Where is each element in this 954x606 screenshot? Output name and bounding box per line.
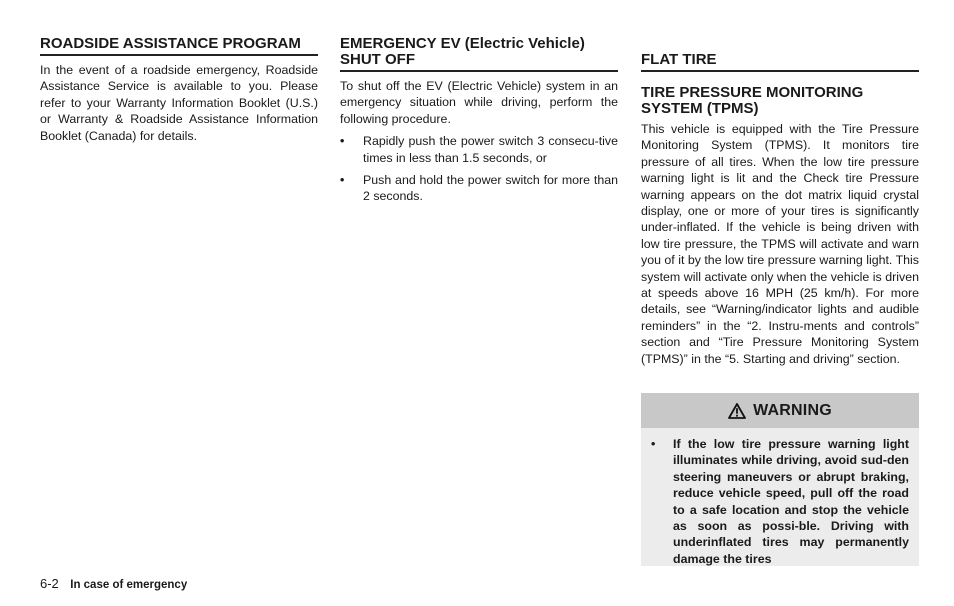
warning-text: If the low tire pressure warning light illuminates while driving, avoid sud-den steering maneuvers or abrupt braking, reduce vehicle speed, pull off the road to a safe location and stop the vehicle as soon as possi-ble. Driving with underinflated tires may permanently damage the tires (673, 437, 909, 566)
flat-tire-section (641, 52, 919, 367)
emergency-section (340, 36, 618, 211)
bullet-text: Push and hold the power switch for more than 2 seconds. (363, 173, 618, 204)
roadside-heading: ROADSIDE ASSISTANCE PROGRAM (40, 36, 318, 56)
page-footer (40, 576, 187, 591)
roadside-section (40, 36, 318, 144)
emergency-intro: To shut off the EV (Electric Vehicle) system in an emergency situation while driving, perform the following procedure. (340, 79, 618, 126)
bullet-icon: • (651, 437, 656, 451)
emergency-heading: EMERGENCY EV (Electric Vehicle) SHUT OFF (340, 36, 618, 72)
emergency-bullet-list (340, 133, 618, 205)
warning-box (641, 393, 919, 566)
warning-header (641, 393, 919, 428)
flat-tire-heading: FLAT TIRE (641, 52, 919, 72)
tpms-heading: TIRE PRESSURE MONITORING SYSTEM (TPMS) (641, 84, 864, 117)
warning-body (641, 428, 919, 566)
bullet-icon: • (340, 134, 345, 149)
page-number: 6-2 (40, 576, 59, 591)
warning-triangle-icon (728, 403, 746, 419)
roadside-body: In the event of a roadside emergency, Roadside Assistance Service is available to you. Please refer to your Warranty Information Booklet (U.S.) or Warranty & Roadside Assistance Information Booklet (Canada) for details. (40, 63, 318, 143)
tpms-body: This vehicle is equipped with the Tire Pressure Monitoring System (TPMS). It monitors tire pressure of all tires. When the low tire pressure warning light is lit and the Check tire Pressure warning appears on the dot matrix liquid crystal display, one or more of your tires is significantly under-inflated. If the vehicle is being driven with low tire pressure, the TPMS will activate and warn you of it by the low tire pressure warning light. This system will activate only when the vehicle is driven at speeds above 16 MPH (25 km/h). For more details, see “Warning/indicator lights and audible reminders” in the “2. Instru-ments and controls” section and “Tire Pressure Monitoring System (TPMS)” in the “5. Starting and driving” section. (641, 122, 920, 366)
list-item (651, 436, 909, 566)
list-item (340, 172, 618, 205)
warning-label: WARNING (753, 401, 832, 419)
bullet-icon: • (340, 173, 345, 188)
section-name: In case of emergency (70, 579, 188, 591)
list-item (340, 133, 618, 166)
bullet-text: Rapidly push the power switch 3 consecu-tive times in less than 1.5 seconds, or (363, 134, 618, 165)
